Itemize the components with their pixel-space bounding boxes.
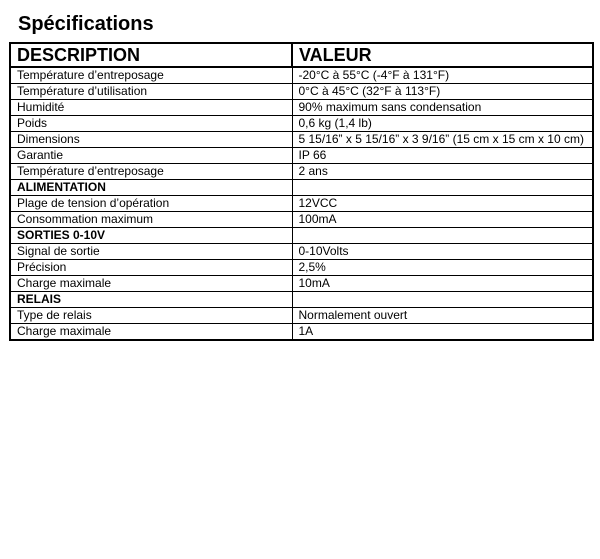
table-row	[10, 244, 593, 260]
section-heading: RELAIS	[10, 292, 292, 308]
value-cell: 12VCC	[292, 196, 593, 212]
value-cell: 0°C à 45°C (32°F à 113°F)	[292, 84, 593, 100]
table-row	[10, 132, 593, 148]
table-row	[10, 196, 593, 212]
table-row	[10, 116, 593, 132]
value-cell: 10mA	[292, 276, 593, 292]
value-cell: 0-10Volts	[292, 244, 593, 260]
column-header-value: VALEUR	[292, 43, 593, 67]
table-body	[10, 67, 593, 340]
description-cell: Charge maximale	[10, 324, 292, 341]
value-cell: 1A	[292, 324, 593, 341]
table-row	[10, 260, 593, 276]
description-cell: Précision	[10, 260, 292, 276]
description-cell: Plage de tension d’opération	[10, 196, 292, 212]
header-row	[10, 43, 593, 67]
table-row	[10, 100, 593, 116]
section-row	[10, 292, 593, 308]
description-cell: Charge maximale	[10, 276, 292, 292]
value-cell: 5 15/16” x 5 15/16” x 3 9/16” (15 cm x 15 cm x 10 cm)	[292, 132, 593, 148]
description-cell: Humidité	[10, 100, 292, 116]
table-row	[10, 84, 593, 100]
value-cell	[292, 292, 593, 308]
description-cell: Température d’utilisation	[10, 84, 292, 100]
value-cell: 2 ans	[292, 164, 593, 180]
value-cell: IP 66	[292, 148, 593, 164]
table-row	[10, 212, 593, 228]
description-cell: Type de relais	[10, 308, 292, 324]
table-row	[10, 308, 593, 324]
table-row	[10, 324, 593, 341]
value-cell: -20°C à 55°C (-4°F à 131°F)	[292, 67, 593, 84]
description-cell: Consommation maximum	[10, 212, 292, 228]
description-cell: Température d’entreposage	[10, 164, 292, 180]
section-row	[10, 228, 593, 244]
value-cell	[292, 180, 593, 196]
section-heading: ALIMENTATION	[10, 180, 292, 196]
table-header	[10, 43, 593, 67]
value-cell: 90% maximum sans condensation	[292, 100, 593, 116]
value-cell: 0,6 kg (1,4 lb)	[292, 116, 593, 132]
page-title: Spécifications	[18, 13, 154, 35]
specifications-table	[9, 42, 594, 341]
description-cell: Dimensions	[10, 132, 292, 148]
column-header-description: DESCRIPTION	[10, 43, 292, 67]
description-cell: Garantie	[10, 148, 292, 164]
table-row	[10, 276, 593, 292]
description-cell: Signal de sortie	[10, 244, 292, 260]
value-cell	[292, 228, 593, 244]
value-cell: 100mA	[292, 212, 593, 228]
value-cell: 2,5%	[292, 260, 593, 276]
value-cell: Normalement ouvert	[292, 308, 593, 324]
table-row	[10, 67, 593, 84]
description-cell: Poids	[10, 116, 292, 132]
description-cell: Température d’entreposage	[10, 67, 292, 84]
table-row	[10, 164, 593, 180]
section-heading: SORTIES 0-10V	[10, 228, 292, 244]
section-row	[10, 180, 593, 196]
table-row	[10, 148, 593, 164]
